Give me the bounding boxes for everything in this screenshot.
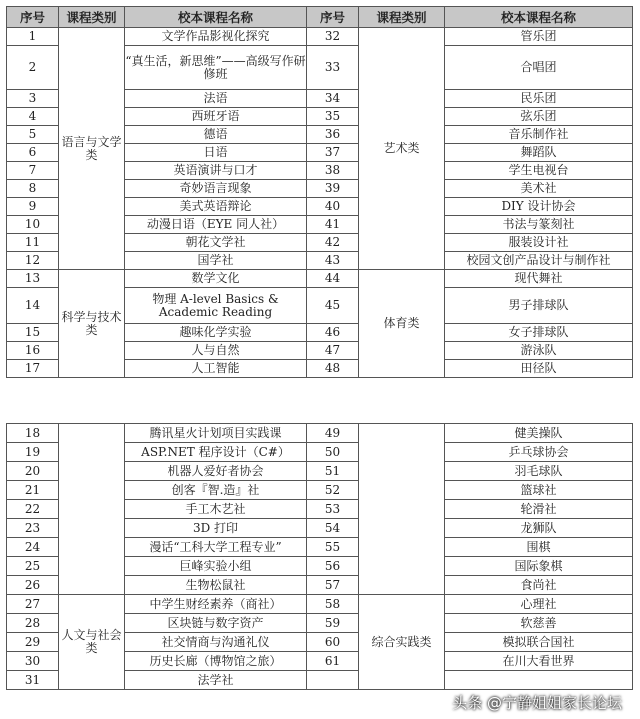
row-number: 20 <box>7 462 59 481</box>
row-number: 58 <box>307 595 359 614</box>
row-number: 50 <box>307 443 359 462</box>
header-category: 课程类别 <box>59 7 125 28</box>
category-cell: 体育类 <box>359 270 445 378</box>
row-number: 48 <box>307 360 359 378</box>
course-name: 历史长廊（博物馆之旅） <box>125 652 307 671</box>
course-name: 腾讯星火计划项目实践课 <box>125 424 307 443</box>
row-number: 61 <box>307 652 359 671</box>
course-name: 人工智能 <box>125 360 307 378</box>
course-name: 在川大看世界 <box>445 652 633 671</box>
row-number: 28 <box>7 614 59 633</box>
course-name: 心理社 <box>445 595 633 614</box>
course-name: 男子排球队 <box>445 288 633 324</box>
row-number: 35 <box>307 108 359 126</box>
course-name: 轮滑社 <box>445 500 633 519</box>
course-name: 区块链与数字资产 <box>125 614 307 633</box>
row-number: 24 <box>7 538 59 557</box>
course-name: 龙狮队 <box>445 519 633 538</box>
row-number: 52 <box>307 481 359 500</box>
course-name: 篮球社 <box>445 481 633 500</box>
category-cell: 艺术类 <box>359 28 445 270</box>
course-table-bottom <box>6 423 633 690</box>
course-name: 中学生财经素养（商社） <box>125 595 307 614</box>
table-header-row <box>7 7 633 28</box>
row-number: 3 <box>7 90 59 108</box>
row-number: 22 <box>7 500 59 519</box>
course-name: 健美操队 <box>445 424 633 443</box>
row-number: 15 <box>7 324 59 342</box>
course-name: 法学社 <box>125 671 307 690</box>
row-number: 41 <box>307 216 359 234</box>
course-name: 西班牙语 <box>125 108 307 126</box>
course-name: 乒乓球协会 <box>445 443 633 462</box>
row-number: 5 <box>7 126 59 144</box>
course-table-top <box>6 6 633 378</box>
row-number: 57 <box>307 576 359 595</box>
course-name: 舞蹈队 <box>445 144 633 162</box>
course-name: 生物松鼠社 <box>125 576 307 595</box>
row-number: 40 <box>307 198 359 216</box>
row-number: 12 <box>7 252 59 270</box>
header-course-name: 校本课程名称 <box>125 7 307 28</box>
course-name: 漫话“工科大学工程专业” <box>125 538 307 557</box>
course-name: 国际象棋 <box>445 557 633 576</box>
category-cell: 综合实践类 <box>359 595 445 690</box>
course-name: 女子排球队 <box>445 324 633 342</box>
category-cell: 人文与社会类 <box>59 595 125 690</box>
course-name: ASP.NET 程序设计（C#） <box>125 443 307 462</box>
header-seq: 序号 <box>307 7 359 28</box>
row-number: 36 <box>307 126 359 144</box>
row-number: 47 <box>307 342 359 360</box>
row-number: 30 <box>7 652 59 671</box>
row-number: 39 <box>307 180 359 198</box>
course-name: 弦乐团 <box>445 108 633 126</box>
course-name: 田径队 <box>445 360 633 378</box>
header-seq: 序号 <box>7 7 59 28</box>
course-name: 软慈善 <box>445 614 633 633</box>
row-number: 13 <box>7 270 59 288</box>
row-number: 38 <box>307 162 359 180</box>
course-name: 数学文化 <box>125 270 307 288</box>
row-number: 18 <box>7 424 59 443</box>
course-name: 围棋 <box>445 538 633 557</box>
row-number: 37 <box>307 144 359 162</box>
table-row <box>7 270 633 288</box>
row-number: 27 <box>7 595 59 614</box>
course-name: 动漫日语（EYE 同人社） <box>125 216 307 234</box>
row-number: 44 <box>307 270 359 288</box>
category-cell <box>359 424 445 595</box>
row-number: 31 <box>7 671 59 690</box>
course-name: 美式英语辩论 <box>125 198 307 216</box>
course-name: 德语 <box>125 126 307 144</box>
row-number: 7 <box>7 162 59 180</box>
course-name: 文学作品影视化探究 <box>125 28 307 46</box>
row-number: 49 <box>307 424 359 443</box>
row-number: 1 <box>7 28 59 46</box>
row-number: 8 <box>7 180 59 198</box>
course-name: 服装设计社 <box>445 234 633 252</box>
category-cell <box>59 424 125 595</box>
course-name: 趣味化学实验 <box>125 324 307 342</box>
table-row <box>7 595 633 614</box>
row-number: 26 <box>7 576 59 595</box>
table-row <box>7 28 633 46</box>
row-number: 56 <box>307 557 359 576</box>
course-name: 合唱团 <box>445 46 633 90</box>
row-number: 45 <box>307 288 359 324</box>
course-name: 创客『智.造』社 <box>125 481 307 500</box>
row-number: 46 <box>307 324 359 342</box>
row-number: 33 <box>307 46 359 90</box>
row-number: 19 <box>7 443 59 462</box>
category-cell: 语言与文学类 <box>59 28 125 270</box>
row-number: 60 <box>307 633 359 652</box>
row-number: 23 <box>7 519 59 538</box>
row-number: 59 <box>307 614 359 633</box>
course-name: DIY 设计协会 <box>445 198 633 216</box>
course-name: 社交情商与沟通礼仪 <box>125 633 307 652</box>
course-name: 现代舞社 <box>445 270 633 288</box>
course-name: 物理 A-level Basics & Academic Reading <box>125 288 307 324</box>
row-number: 25 <box>7 557 59 576</box>
table-row <box>7 424 633 443</box>
course-name: 校园文创产品设计与制作社 <box>445 252 633 270</box>
course-name: 国学社 <box>125 252 307 270</box>
row-number: 16 <box>7 342 59 360</box>
row-number: 10 <box>7 216 59 234</box>
row-number: 43 <box>307 252 359 270</box>
row-number: 4 <box>7 108 59 126</box>
course-name: 模拟联合国社 <box>445 633 633 652</box>
course-name: 英语演讲与口才 <box>125 162 307 180</box>
row-number: 29 <box>7 633 59 652</box>
header-category: 课程类别 <box>359 7 445 28</box>
course-name: 学生电视台 <box>445 162 633 180</box>
course-name: 游泳队 <box>445 342 633 360</box>
course-name: 书法与篆刻社 <box>445 216 633 234</box>
course-name: “真生活，新思维”——高级写作研修班 <box>125 46 307 90</box>
course-name: 机器人爱好者协会 <box>125 462 307 481</box>
row-number: 32 <box>307 28 359 46</box>
row-number: 9 <box>7 198 59 216</box>
row-number: 2 <box>7 46 59 90</box>
row-number <box>307 671 359 690</box>
course-name: 人与自然 <box>125 342 307 360</box>
row-number: 6 <box>7 144 59 162</box>
course-name: 法语 <box>125 90 307 108</box>
course-name: 管乐团 <box>445 28 633 46</box>
course-name: 羽毛球队 <box>445 462 633 481</box>
course-name: 巨峰实验小组 <box>125 557 307 576</box>
row-number: 17 <box>7 360 59 378</box>
course-name: 奇妙语言现象 <box>125 180 307 198</box>
course-name: 3D 打印 <box>125 519 307 538</box>
row-number: 11 <box>7 234 59 252</box>
course-name: 日语 <box>125 144 307 162</box>
row-number: 21 <box>7 481 59 500</box>
row-number: 34 <box>307 90 359 108</box>
course-name: 音乐制作社 <box>445 126 633 144</box>
category-cell: 科学与技术类 <box>59 270 125 378</box>
course-name: 美术社 <box>445 180 633 198</box>
course-name <box>445 671 633 690</box>
course-name: 食尚社 <box>445 576 633 595</box>
row-number: 42 <box>307 234 359 252</box>
row-number: 51 <box>307 462 359 481</box>
header-course-name: 校本课程名称 <box>445 7 633 28</box>
row-number: 55 <box>307 538 359 557</box>
row-number: 54 <box>307 519 359 538</box>
row-number: 53 <box>307 500 359 519</box>
watermark: 头条 @宁静姐姐家长论坛 <box>452 694 622 712</box>
row-number: 14 <box>7 288 59 324</box>
course-name: 手工木艺社 <box>125 500 307 519</box>
course-name: 朝花文学社 <box>125 234 307 252</box>
course-name: 民乐团 <box>445 90 633 108</box>
